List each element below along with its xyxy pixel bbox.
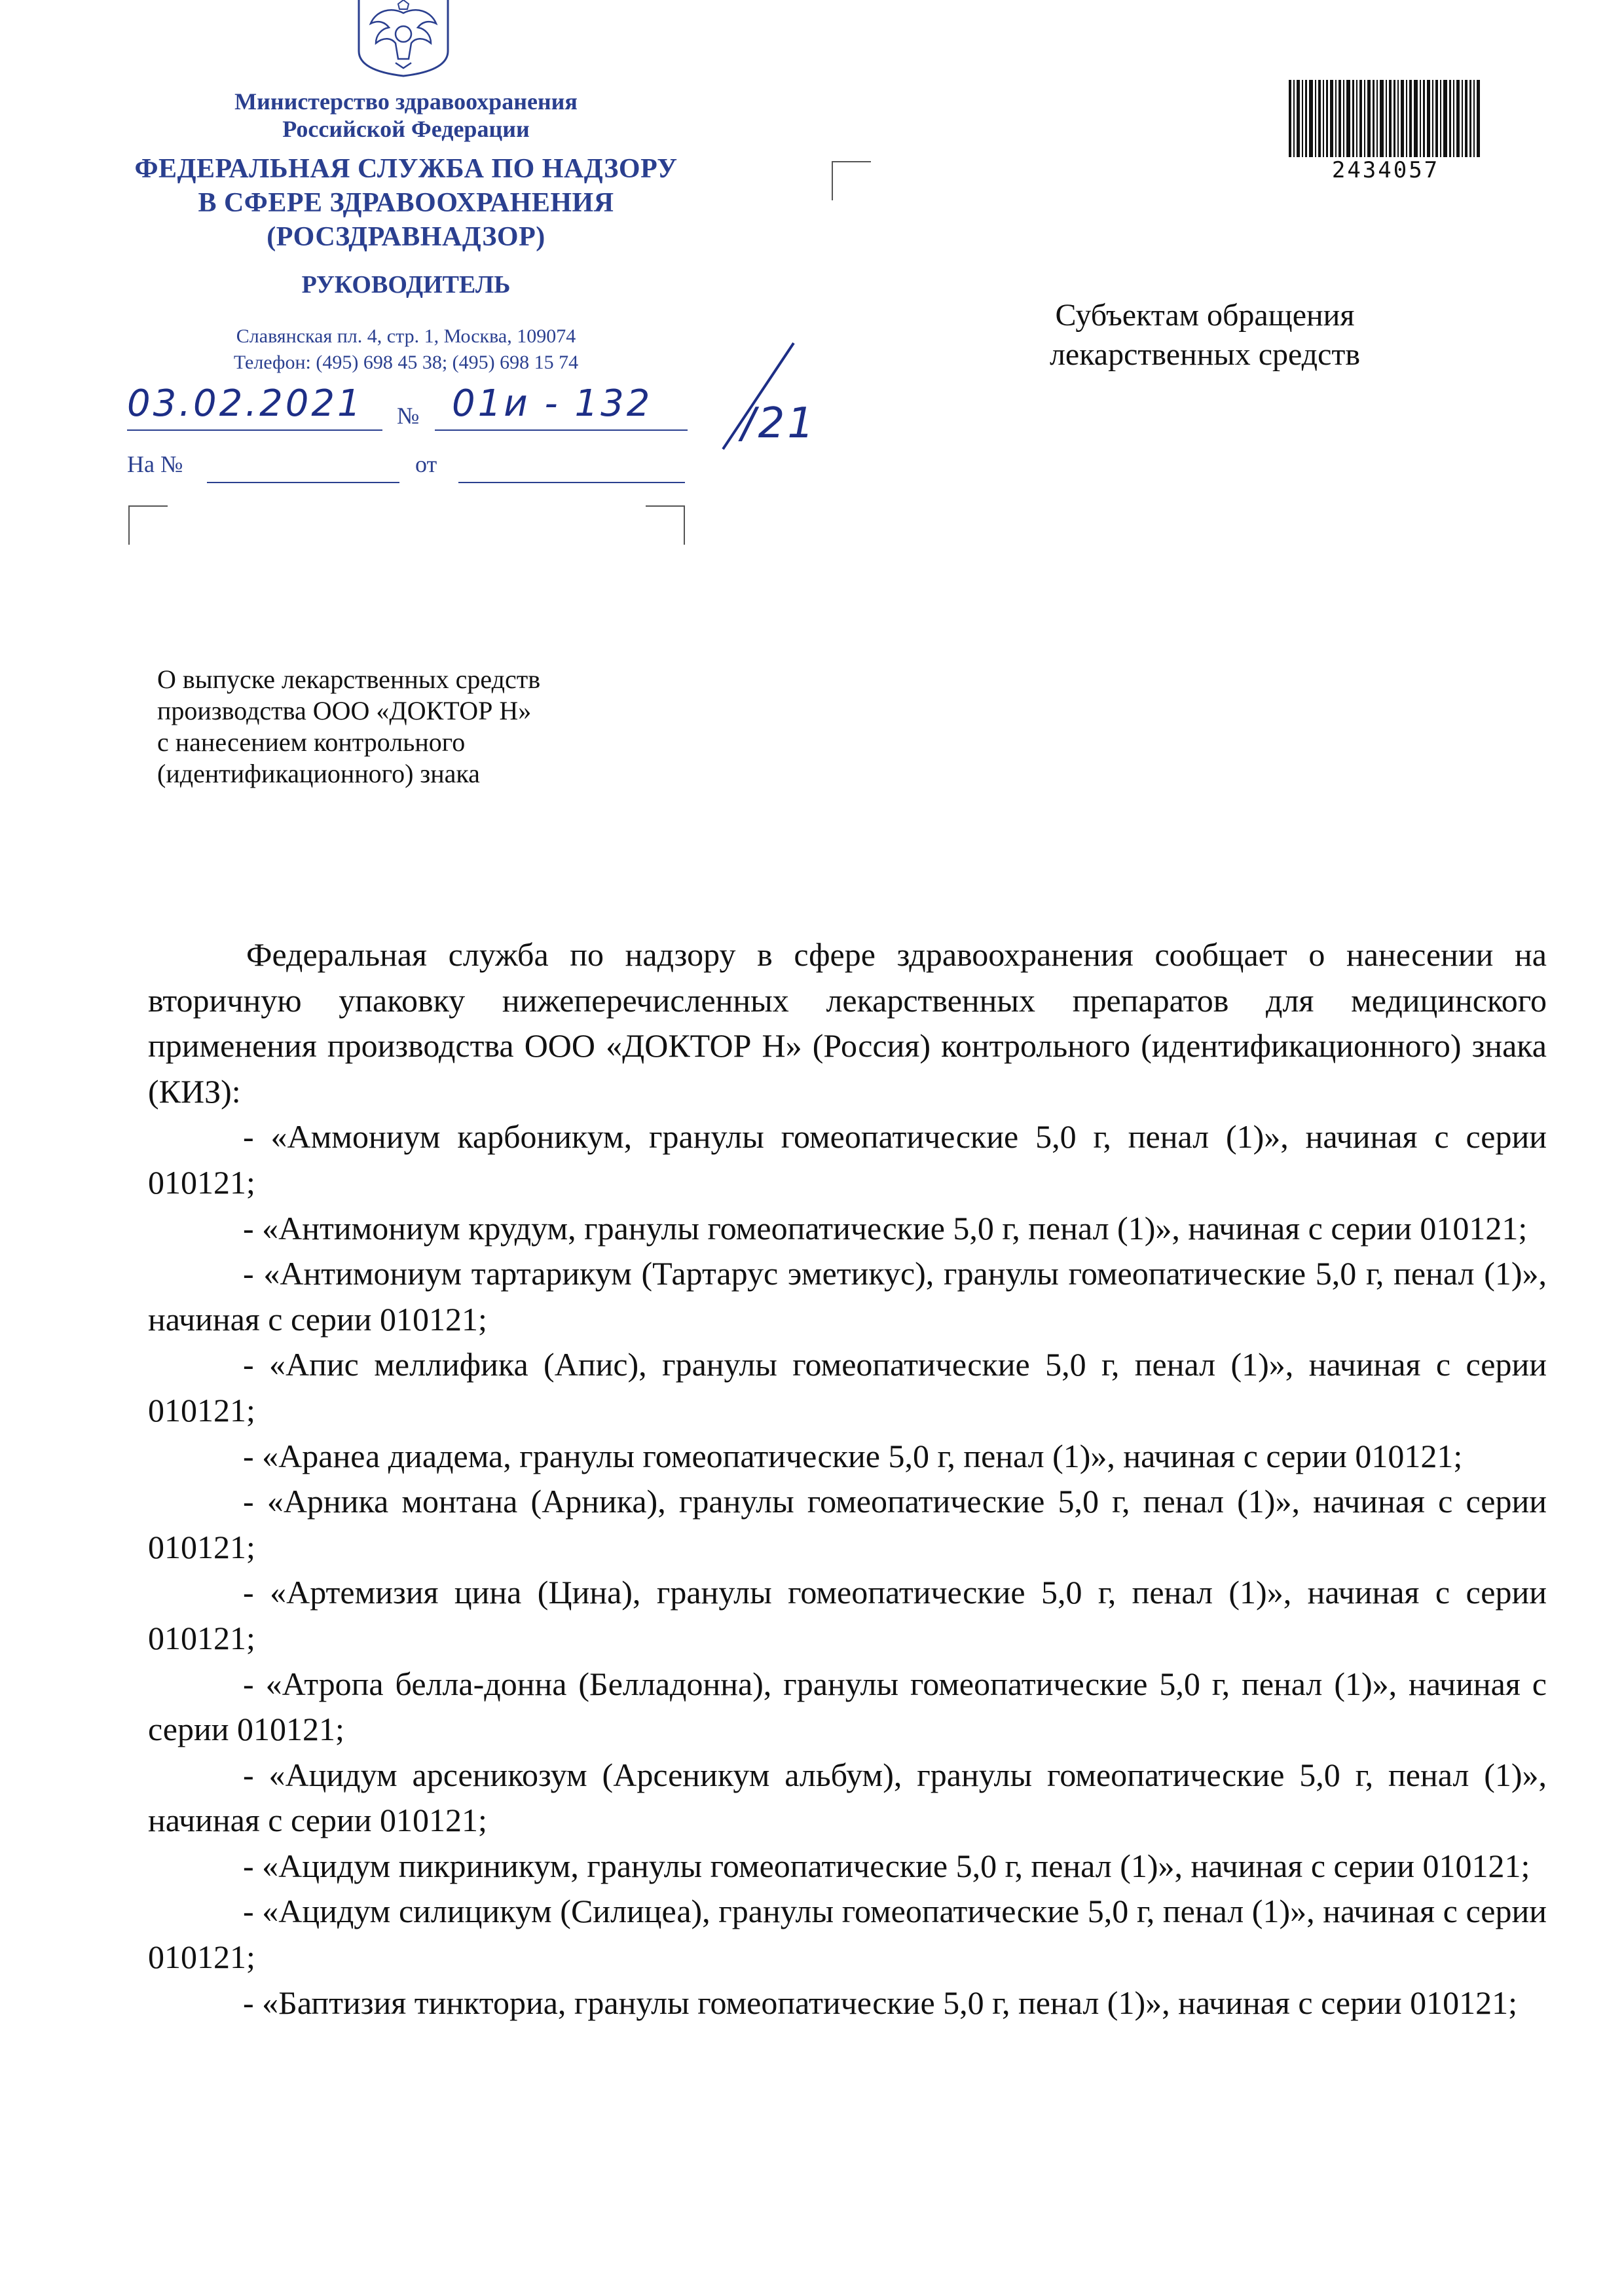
drug-list-item: - «Ацидум пикриникум, гранулы гомеопатические 5,0 г, пенал (1)», начиная с серии 010121; — [243, 1847, 1530, 1884]
subject-line-4: (идентификационного) знака — [157, 759, 480, 788]
ministry-line-1: Министерство здравоохранения — [234, 88, 578, 115]
subject-line-1: О выпуске лекарственных средств — [157, 665, 541, 694]
drug-list-item: - «Антимониум крудум, гранулы гомеопатические 5,0 г, пенал (1)», начиная с серии 010121; — [243, 1209, 1528, 1247]
recipient-line-2: лекарственных средств — [1049, 337, 1361, 372]
drug-list-item: - «Ацидум силицикум (Силицеа), гранулы гомеопатические 5,0 г, пенал (1)», начиная с серии 010121; — [148, 1893, 1547, 1976]
subject-block — [157, 664, 747, 790]
drug-list-item: - «Аммониум карбоникум, гранулы гомеопатические 5,0 г, пенал (1)», начиная с серии 010121; — [148, 1118, 1547, 1201]
service-line-2: В СФЕРЕ ЗДРАВООХРАНЕНИЯ — [198, 188, 614, 218]
address-corner-top-right — [646, 505, 685, 545]
ministry-name — [98, 88, 714, 143]
state-emblem-icon — [352, 0, 454, 77]
drug-list-item: - «Ацидум арсеникозум (Арсеникум альбум), гранулы гомеопатические 5,0 г, пенал (1)», начиная с серии 010121; — [148, 1756, 1547, 1839]
recipient-block — [976, 296, 1434, 374]
barcode-number: 2434057 — [1331, 157, 1440, 183]
letter-body — [148, 932, 1547, 2026]
ref-number-label: На № — [127, 451, 183, 477]
address: Славянская пл. 4, стр. 1, Москва, 109074 — [236, 325, 576, 347]
drug-list-item: - «Атропа белла-донна (Белладонна), гранулы гомеопатические 5,0 г, пенал (1)», начиная с серии 010121; — [148, 1665, 1547, 1748]
reg-number-suffix: /21 — [741, 399, 817, 448]
ref-number-line — [207, 482, 399, 483]
drug-list-item: - «Баптизия тинкториа, гранулы гомеопатические 5,0 г, пенал (1)», начиная с серии 010121; — [243, 1984, 1517, 2021]
reg-number-underline — [435, 429, 688, 431]
reg-date: 03.02.2021 — [127, 382, 363, 425]
address-corner-top-left — [128, 505, 168, 545]
subject-line-2: производства ООО «ДОКТОР Н» — [157, 696, 532, 725]
document-barcode — [1289, 80, 1483, 157]
reg-number-label: № — [397, 403, 420, 429]
phone: Телефон: (495) 698 45 38; (495) 698 15 74 — [233, 352, 579, 373]
drug-list-item: - «Аранеа диадема, гранулы гомеопатические 5,0 г, пенал (1)», начиная с серии 010121; — [243, 1437, 1463, 1474]
ref-from-label: от — [415, 451, 437, 477]
reg-number: 01и - 132 — [452, 382, 653, 425]
recipient-corner-top-left — [832, 161, 871, 200]
service-line-3: (РОСЗДРАВНАДЗОР) — [267, 222, 545, 252]
service-line-1: ФЕДЕРАЛЬНАЯ СЛУЖБА ПО НАДЗОРУ — [134, 154, 678, 184]
ministry-line-2: Российской Федерации — [282, 116, 530, 142]
intro-paragraph: Федеральная служба по надзору в сфере здравоохранения сообщает о нанесении на вторичную упаковку нижеперечисленных лекарственных препаратов для медицинского применения производства ООО «ДОКТОР Н» (Россия) контрольного (идентификационного) знака (КИЗ): — [148, 936, 1547, 1110]
recipient-line-1: Субъектам обращения — [1055, 298, 1355, 333]
ref-from-line — [458, 482, 685, 483]
reg-date-underline — [127, 429, 382, 431]
drug-list-item: - «Апис меллифика (Апис), гранулы гомеопатические 5,0 г, пенал (1)», начиная с серии 010121; — [148, 1346, 1547, 1429]
drug-list-item: - «Арника монтана (Арника), гранулы гомеопатические 5,0 г, пенал (1)», начиная с серии 010121; — [148, 1483, 1547, 1565]
drug-list-item: - «Антимониум тартарикум (Тартарус эметикус), гранулы гомеопатические 5,0 г, пенал (1)», начиная с серии 010121; — [148, 1255, 1547, 1338]
head-title: РУКОВОДИТЕЛЬ — [301, 271, 511, 299]
drug-list-item: - «Артемизия цина (Цина), гранулы гомеопатические 5,0 г, пенал (1)», начиная с серии 010121; — [148, 1574, 1547, 1656]
subject-line-3: с нанесением контрольного — [157, 727, 466, 757]
handwritten-slash-mark — [712, 340, 798, 452]
service-name — [98, 152, 714, 254]
